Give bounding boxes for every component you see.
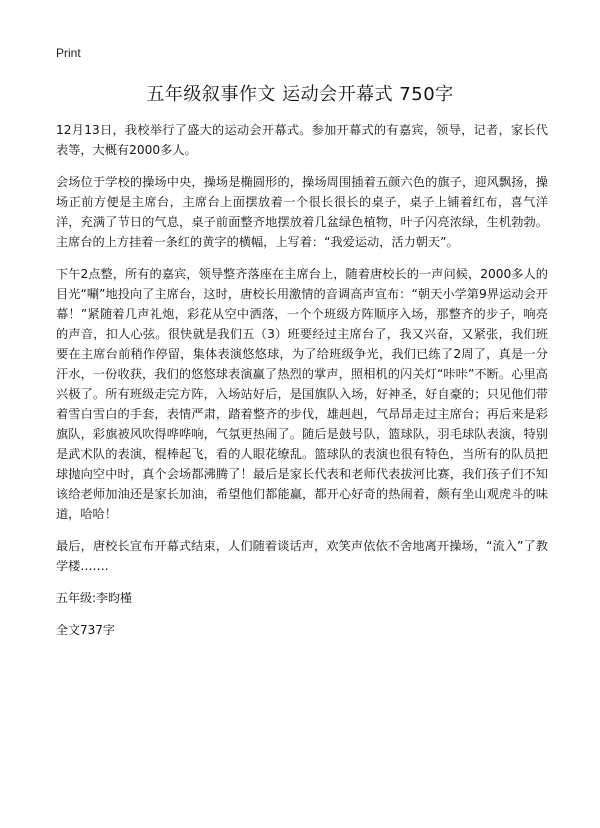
article-paragraph-3: 下午2点整，所有的嘉宾，领导整齐落座在主席台上，随着唐校长的一声问候，2000多人的目光“唰”地投向了主席台，这时，唐校长用激情的音调高声宣布：“朝天小学第9界运动会开幕！”紧随着几声礼炮，彩花从空中洒落，一个个班级方阵顺序入场，那整齐的步子，响亮的声音，扣人心弦。很快就是我们五（3）班要经过主席台了，我又兴奋，又紧张，我们班要在主席台前稍作停留，集体表演悠悠球，为了给班级争光，我们已练了2周了，真是一分汗水，一份收获，我们的悠悠球表演赢了热烈的掌声，照相机的闪关灯“咔咔”不断。心里高兴极了。所有班级走完方阵，入场站好后，是国旗队入场，好神圣，好自豪的；只见他们带着雪白雪白的手套，表情严肃，踏着整齐的步伐，雄赳赳，气昂昂走过主席台；再后来是彩旗队，彩旗被风吹得哗哗响，气氛更热闹了。随后是鼓号队，篮球队，羽毛球队表演，特别是武术队的表演，棍棒起飞，看的人眼花缭乱。篮球队的表演也很有特色，当所有的队员把球抛向空中时，真个会场都沸腾了！最后是家长代表和老师代表拔河比赛，我们孩子们不知该给老师加油还是家长加油，希望他们都能赢，都开心好奇的热闹着，颇有坐山观虎斗的味道，哈哈！ [56,267,548,521]
word-count: 全文737字 [56,623,115,637]
article-body [56,120,548,652]
print-link[interactable]: Print [56,46,81,60]
article-paragraph-4: 最后，唐校长宣布开幕式结束，人们随着谈话声，欢笑声依依不舍地离开操场，“流入”了教学楼……. [56,539,548,573]
author-line: 五年级:李昀槿 [56,591,133,605]
article-paragraph-1: 12月13日，我校举行了盛大的运动会开幕式。参加开幕式的有嘉宾，领导，记者，家长代表等，大概有2000多人。 [56,123,548,157]
article-title: 五年级叙事作文 运动会开幕式 750字 [146,84,454,105]
article-paragraph-2: 会场位于学校的操场中央，操场是椭圆形的，操场周围插着五颜六色的旗子，迎风飘扬，操场正前方便是主席台，主席台上面摆放着一个很长很长的桌子，桌子上铺着红布，喜气洋洋，充满了节日的气息，桌子前面整齐地摆放着几盆绿色植物，叶子闪亮浓绿，生机勃勃。主席台的上方挂着一条红的黄字的横幅，上写着：“我爱运动，活力朝天”。 [56,175,548,249]
